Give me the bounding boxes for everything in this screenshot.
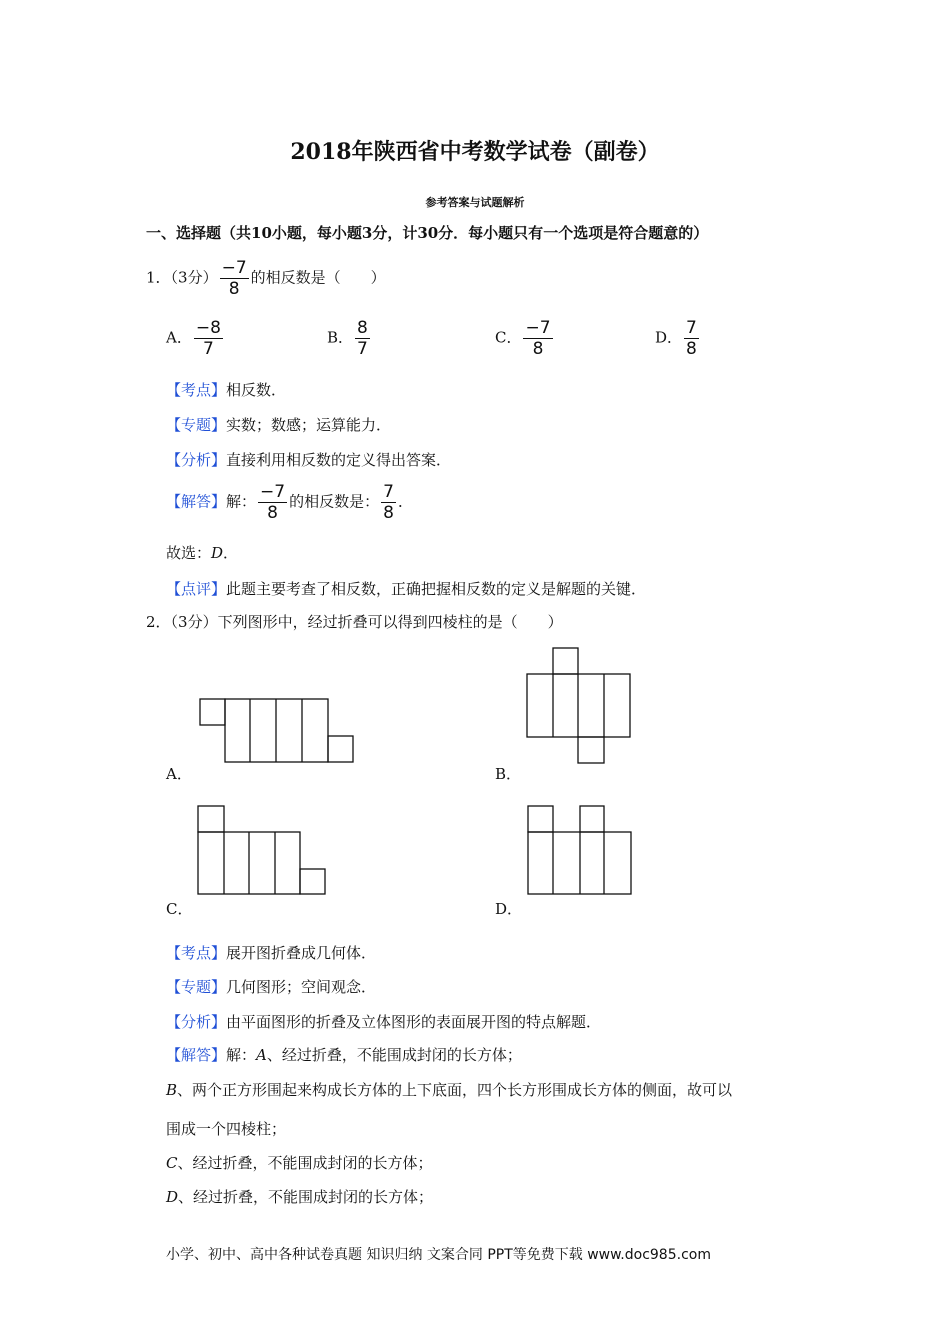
figure-label-b: B． — [495, 765, 522, 783]
q1-dianping: 【点评】此题主要考查了相反数，正确把握相反数的定义是解题的关键． — [166, 580, 647, 598]
option-a: A． $\frac{-8}{7}$ — [166, 318, 221, 359]
question-1-number: 1． — [146, 268, 171, 287]
page-title: 2018年陕西省中考数学试卷（副卷） — [290, 139, 660, 165]
q2-line-b2: 围成一个四棱柱； — [166, 1120, 287, 1138]
question-1-text: 的相反数是（ ） — [250, 268, 386, 287]
q2-kaodian: 【考点】展开图折叠成几何体． — [166, 944, 377, 962]
q2-line-d: D、经过折叠，不能围成封闭的长方体； — [166, 1188, 434, 1206]
option-d: D． $\frac{7}{8}$ — [655, 318, 697, 359]
page-subtitle: 参考答案与试题解析 — [425, 196, 525, 209]
q2-fenxi: 【分析】由平面图形的折叠及立体图形的表面展开图的特点解题． — [166, 1013, 602, 1031]
question-1-fraction: $\frac{-7}{8}$ — [221, 258, 247, 299]
option-b: B． $\frac{8}{7}$ — [327, 318, 368, 359]
net-figure-b — [527, 648, 630, 763]
figure-label-a: A． — [166, 765, 192, 783]
figure-label-d: D． — [495, 900, 523, 918]
q1-zhuanti: 【专题】实数；数感；运算能力． — [166, 416, 392, 434]
q1-kaodian: 【考点】相反数． — [166, 381, 287, 399]
option-c: C． $\frac{-7}{8}$ — [495, 318, 551, 359]
q2-line-b: B、两个正方形围起来构成长方体的上下底面，四个长方形围成长方体的侧面，故可以 — [166, 1081, 733, 1099]
q2-jieda: 【解答】解：A、经过折叠，不能围成封闭的长方体； — [166, 1046, 522, 1064]
question-1-score: （3分） — [170, 268, 218, 287]
net-figure-a — [200, 699, 353, 762]
section-heading: 一、选择题（共10小题，每小题3分，计30分．每小题只有一个选项是符合题意的） — [146, 224, 709, 242]
q1-fenxi: 【分析】直接利用相反数的定义得出答案． — [166, 451, 452, 469]
q1-jieda: 【解答】解： $\frac{-7}{8}$ 的相反数是： $\frac{7}{8}$ ． — [166, 482, 413, 523]
net-figure-d — [528, 806, 631, 894]
figure-label-c: C． — [166, 900, 193, 918]
q2-zhuanti: 【专题】几何图形；空间观念． — [166, 978, 377, 996]
q1-answer: 故选：D． — [166, 544, 239, 562]
q2-line-c: C、经过折叠，不能围成封闭的长方体； — [166, 1154, 433, 1172]
page-footer: 小学、初中、高中各种试卷真题 知识归纳 文案合同 PPT等免费下载 www.doc985.com — [166, 1247, 711, 1263]
net-figure-c — [198, 806, 325, 894]
question-2: 2．（3分）下列图形中，经过折叠可以得到四棱柱的是（ ） — [146, 613, 563, 631]
